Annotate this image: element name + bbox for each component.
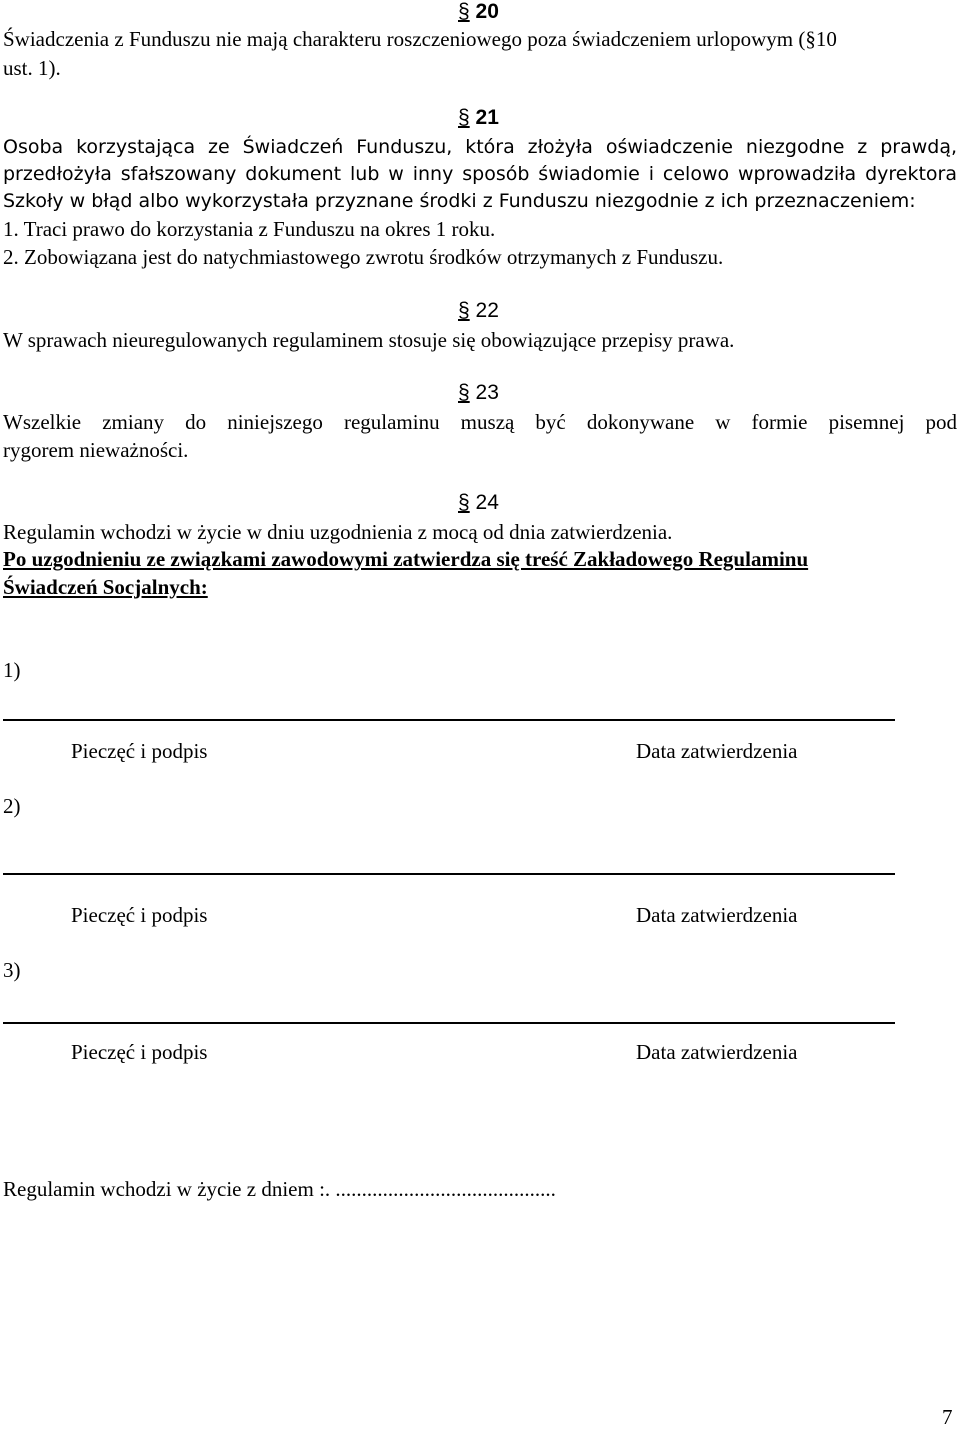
stamp-signature-label-1: Pieczęć i podpis — [71, 739, 208, 763]
stamp-signature-label-2: Pieczęć i podpis — [71, 903, 208, 927]
signature-line-3 — [3, 1022, 895, 1024]
paragraph-20-line-1: Świadczenia z Funduszu nie mają charakteru roszczeniowego poza świadczeniem urlopowym (§10 — [3, 27, 837, 51]
effective-date-line: Regulamin wchodzi w życie z dniem :. .......................................... — [3, 1177, 556, 1201]
stamp-signature-label-3: Pieczęć i podpis — [71, 1040, 208, 1064]
section-heading-20: § 20 — [458, 0, 499, 23]
section-heading-23: § 23 — [458, 381, 499, 404]
section-heading-21: § 21 — [458, 106, 499, 129]
paragraph-23-line-2: rygorem nieważności. — [3, 438, 189, 462]
signature-number-2: 2) — [3, 794, 21, 818]
paragraph-23-line-1: Wszelkie zmiany do niniejszego regulaminu muszą być dokonywane w formie pisemnej pod — [3, 410, 957, 434]
approval-statement-line-1: Po uzgodnieniu ze związkami zawodowymi zatwierdza się treść Zakładowego Regulaminu — [3, 547, 809, 571]
paragraph-21-line-1: Osoba korzystająca ze Świadczeń Funduszu, która złożyła oświadczenie niezgodne z prawdą, — [3, 136, 957, 158]
paragraph-21-line-2: przedłożyła sfałszowany dokument lub w inny sposób świadomie i celowo wprowadziła dyrektora — [3, 163, 957, 185]
paragraph-24: Regulamin wchodzi w życie w dniu uzgodnienia z mocą od dnia zatwierdzenia. — [3, 520, 673, 544]
paragraph-21-item-2: 2. Zobowiązana jest do natychmiastowego zwrotu środków otrzymanych z Funduszu. — [3, 245, 724, 269]
approval-statement-line-2: Świadczeń Socjalnych: — [3, 575, 208, 599]
signature-line-1 — [3, 719, 895, 721]
approval-date-label-2: Data zatwierdzenia — [636, 903, 798, 927]
paragraph-21-line-3: Szkoły w błąd albo wykorzystała przyznane środki z Funduszu niezgodnie z ich przeznaczeniem: — [3, 190, 916, 212]
signature-number-1: 1) — [3, 658, 21, 682]
paragraph-21-item-1: 1. Traci prawo do korzystania z Funduszu na okres 1 roku. — [3, 217, 496, 241]
signature-line-2 — [3, 873, 895, 875]
section-heading-24: § 24 — [458, 491, 499, 514]
page-number: 7 — [942, 1405, 953, 1429]
approval-date-label-1: Data zatwierdzenia — [636, 739, 798, 763]
paragraph-20-line-2: ust. 1). — [3, 56, 61, 80]
section-heading-22: § 22 — [458, 299, 499, 322]
paragraph-22: W sprawach nieuregulowanych regulaminem stosuje się obowiązujące przepisy prawa. — [3, 328, 735, 352]
approval-date-label-3: Data zatwierdzenia — [636, 1040, 798, 1064]
signature-number-3: 3) — [3, 958, 21, 982]
